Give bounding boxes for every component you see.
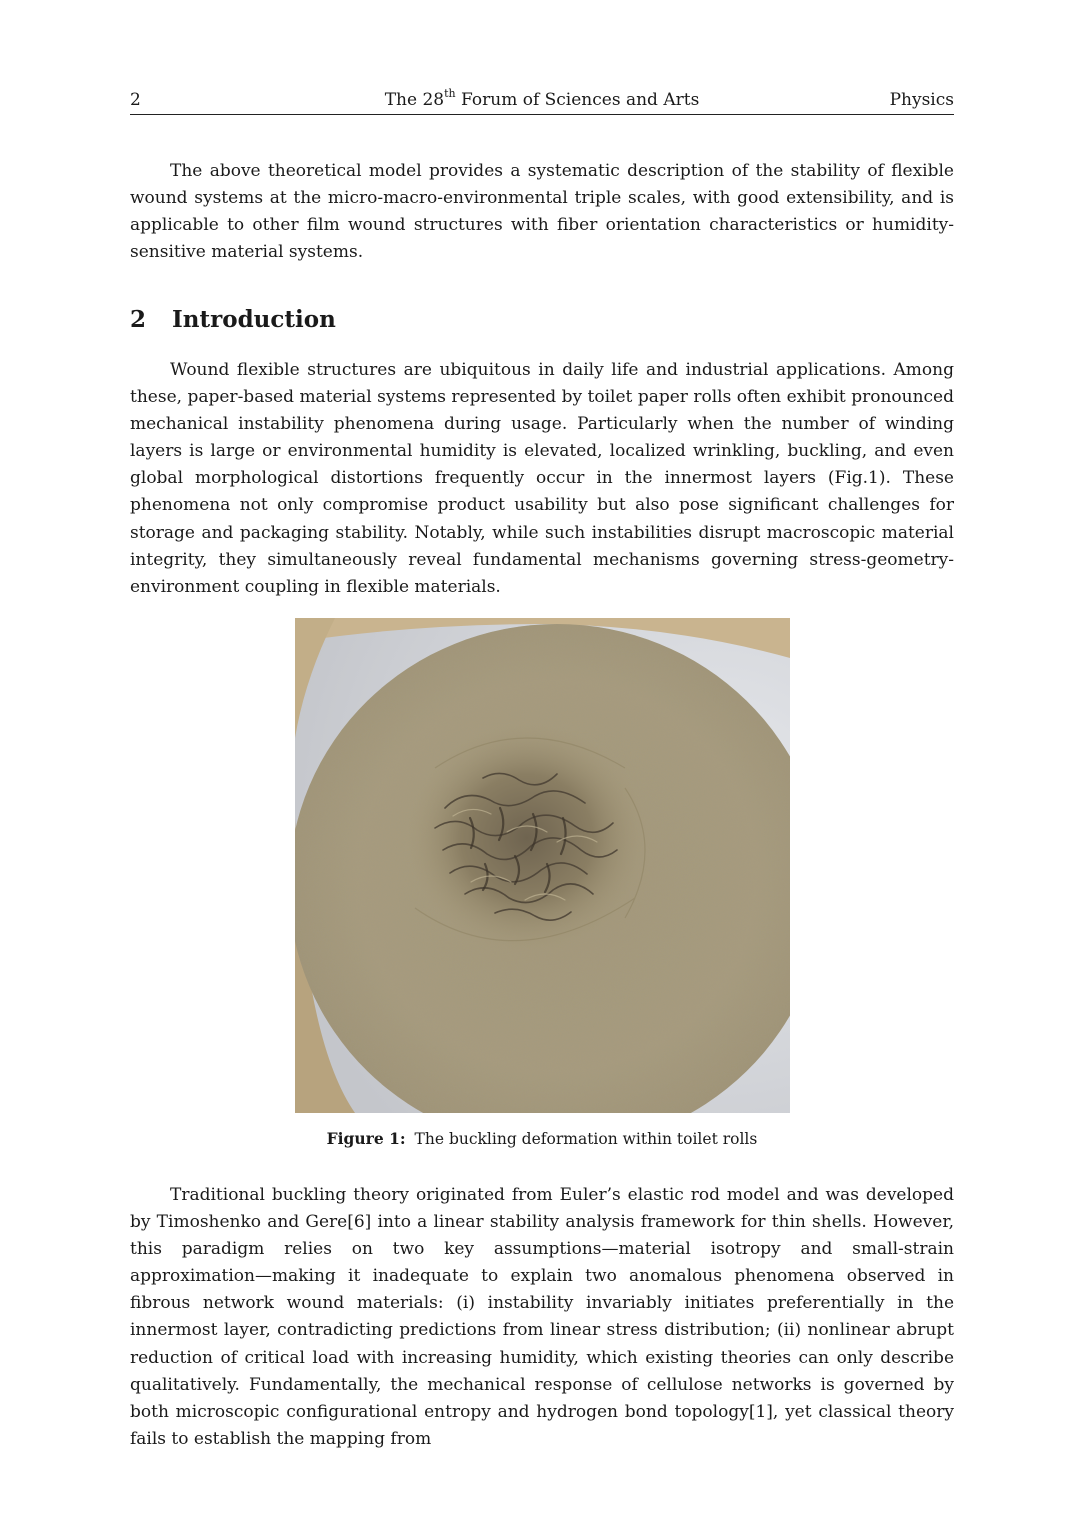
paragraph-introduction-2: Traditional buckling theory originated from Euler’s elastic rod model and was developed by Timoshenko and Gere[6] into a linear stability analysis framework for thin shells. However, this paradigm relies on two key assumptions—material isotropy and small-strain approximation—making it inadequate to explain two anomalous phenomena observed in fibrous network wound materials: (i) instability invariably initiates preferentially in the innermost layer, contradicting predictions from linear stress distribution; (ii) nonlinear abrupt reduction of critical load with increasing humidity, which existing theories can only describe qualitatively. Fundamentally, the mechanical response of cellulose networks is governed by both microscopic configurational entropy and hydrogen bond topology[1], yet classical theory fails to establish the mapping from: [130, 1185, 954, 1449]
figure-label: Figure 1:: [326, 1129, 406, 1148]
conference-title-prefix: The 28: [384, 90, 445, 110]
running-header: [130, 86, 954, 115]
conference-title-suffix: Forum of Sciences and Arts: [455, 90, 700, 110]
section-title: Introduction: [172, 306, 336, 333]
subject-label: Physics: [889, 90, 954, 110]
conference-title-superscript: th: [444, 87, 456, 101]
page-number: 2: [130, 90, 141, 110]
paragraph-introduction-1: Wound flexible structures are ubiquitous in daily life and industrial applications. Among these, paper-based material systems represented by toilet paper rolls often exhibit pronounced mechanical instability phenomena during usage. Particularly when the number of winding layers is large or environmental humidity is elevated, localized wrinkling, buckling, and even global morphological distortions frequently occur in the innermost layers (Fig.1). These phenomena not only compromise product usability but also pose significant challenges for storage and packaging stability. Notably, while such instabilities disrupt macroscopic material integrity, they simultaneously reveal fundamental mechanisms governing stress-geometry-environment coupling in flexible materials.: [130, 360, 954, 597]
section-heading: [130, 302, 336, 338]
section-number: 2: [130, 306, 147, 333]
buckled-core: [407, 723, 647, 953]
toilet-roll-image: [295, 618, 790, 1113]
figure-toilet-roll-photo: [295, 618, 790, 1113]
figure-caption: [130, 1127, 954, 1151]
paragraph-model-summary: The above theoretical model provides a systematic description of the stability of flexible wound systems at the micro-macro-environmental triple scales, with good extensibility, and is applicable to other film wound structures with fiber orientation characteristics or humidity-sensitive material systems.: [130, 161, 954, 263]
figure-caption-text: The buckling deformation within toilet rolls: [414, 1130, 758, 1148]
conference-title: [130, 86, 954, 114]
page: [130, 0, 954, 1528]
